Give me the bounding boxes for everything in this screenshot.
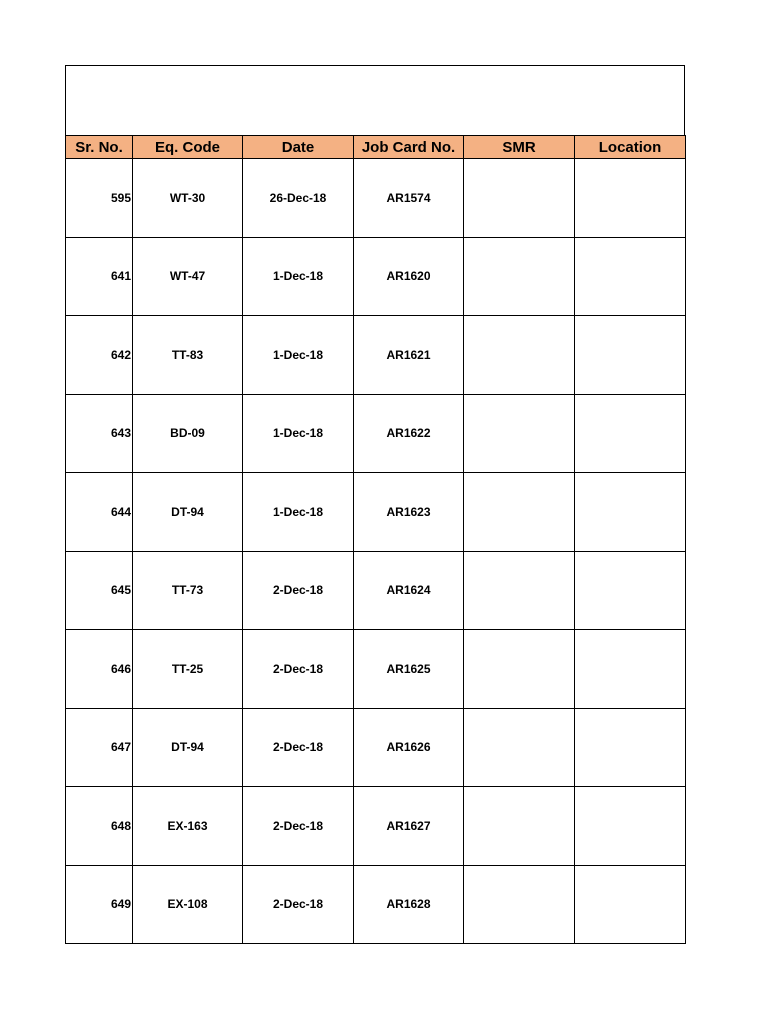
sr-no-cell: 645 xyxy=(66,551,133,630)
table-row xyxy=(66,316,686,395)
sr-no-cell: 647 xyxy=(66,708,133,787)
date-cell: 2-Dec-18 xyxy=(243,787,354,866)
job-card-cell: AR1623 xyxy=(354,473,464,552)
header-sr-no: Sr. No. xyxy=(66,136,133,159)
job-card-cell: AR1625 xyxy=(354,630,464,709)
eq-code-cell: TT-83 xyxy=(133,316,243,395)
location-cell xyxy=(575,551,686,630)
table-row xyxy=(66,473,686,552)
job-card-cell: AR1621 xyxy=(354,316,464,395)
smr-cell xyxy=(464,787,575,866)
location-cell xyxy=(575,237,686,316)
sr-no-cell: 643 xyxy=(66,394,133,473)
job-card-sheet xyxy=(65,65,685,944)
smr-cell xyxy=(464,473,575,552)
date-cell: 1-Dec-18 xyxy=(243,394,354,473)
job-card-cell: AR1574 xyxy=(354,159,464,238)
date-cell: 1-Dec-18 xyxy=(243,316,354,395)
table-row xyxy=(66,394,686,473)
job-card-cell: AR1622 xyxy=(354,394,464,473)
table-row xyxy=(66,630,686,709)
header-job-card-no: Job Card No. xyxy=(354,136,464,159)
date-cell: 1-Dec-18 xyxy=(243,237,354,316)
table-row xyxy=(66,708,686,787)
sr-no-cell: 649 xyxy=(66,865,133,944)
sr-no-cell: 641 xyxy=(66,237,133,316)
eq-code-cell: EX-163 xyxy=(133,787,243,866)
sr-no-cell: 642 xyxy=(66,316,133,395)
smr-cell xyxy=(464,394,575,473)
eq-code-cell: TT-25 xyxy=(133,630,243,709)
smr-cell xyxy=(464,551,575,630)
job-card-cell: AR1626 xyxy=(354,708,464,787)
sr-no-cell: 644 xyxy=(66,473,133,552)
date-cell: 2-Dec-18 xyxy=(243,708,354,787)
smr-cell xyxy=(464,630,575,709)
eq-code-cell: BD-09 xyxy=(133,394,243,473)
table-row xyxy=(66,787,686,866)
date-cell: 2-Dec-18 xyxy=(243,630,354,709)
location-cell xyxy=(575,865,686,944)
eq-code-cell: DT-94 xyxy=(133,708,243,787)
date-cell: 1-Dec-18 xyxy=(243,473,354,552)
location-cell xyxy=(575,708,686,787)
eq-code-cell: TT-73 xyxy=(133,551,243,630)
table-row xyxy=(66,551,686,630)
eq-code-cell: EX-108 xyxy=(133,865,243,944)
date-cell: 26-Dec-18 xyxy=(243,159,354,238)
location-cell xyxy=(575,630,686,709)
smr-cell xyxy=(464,159,575,238)
location-cell xyxy=(575,159,686,238)
sr-no-cell: 648 xyxy=(66,787,133,866)
smr-cell xyxy=(464,237,575,316)
header-row xyxy=(66,136,686,159)
location-cell xyxy=(575,316,686,395)
eq-code-cell: WT-47 xyxy=(133,237,243,316)
header-location: Location xyxy=(575,136,686,159)
job-card-cell: AR1627 xyxy=(354,787,464,866)
location-cell xyxy=(575,394,686,473)
job-card-cell: AR1624 xyxy=(354,551,464,630)
smr-cell xyxy=(464,708,575,787)
header-smr: SMR xyxy=(464,136,575,159)
eq-code-cell: DT-94 xyxy=(133,473,243,552)
job-card-table xyxy=(65,135,686,944)
smr-cell xyxy=(464,865,575,944)
title-area xyxy=(65,65,685,135)
sr-no-cell: 595 xyxy=(66,159,133,238)
header-eq-code: Eq. Code xyxy=(133,136,243,159)
job-card-cell: AR1620 xyxy=(354,237,464,316)
sr-no-cell: 646 xyxy=(66,630,133,709)
table-row xyxy=(66,865,686,944)
table-row xyxy=(66,237,686,316)
location-cell xyxy=(575,787,686,866)
date-cell: 2-Dec-18 xyxy=(243,865,354,944)
eq-code-cell: WT-30 xyxy=(133,159,243,238)
location-cell xyxy=(575,473,686,552)
table-row xyxy=(66,159,686,238)
job-card-cell: AR1628 xyxy=(354,865,464,944)
header-date: Date xyxy=(243,136,354,159)
smr-cell xyxy=(464,316,575,395)
date-cell: 2-Dec-18 xyxy=(243,551,354,630)
